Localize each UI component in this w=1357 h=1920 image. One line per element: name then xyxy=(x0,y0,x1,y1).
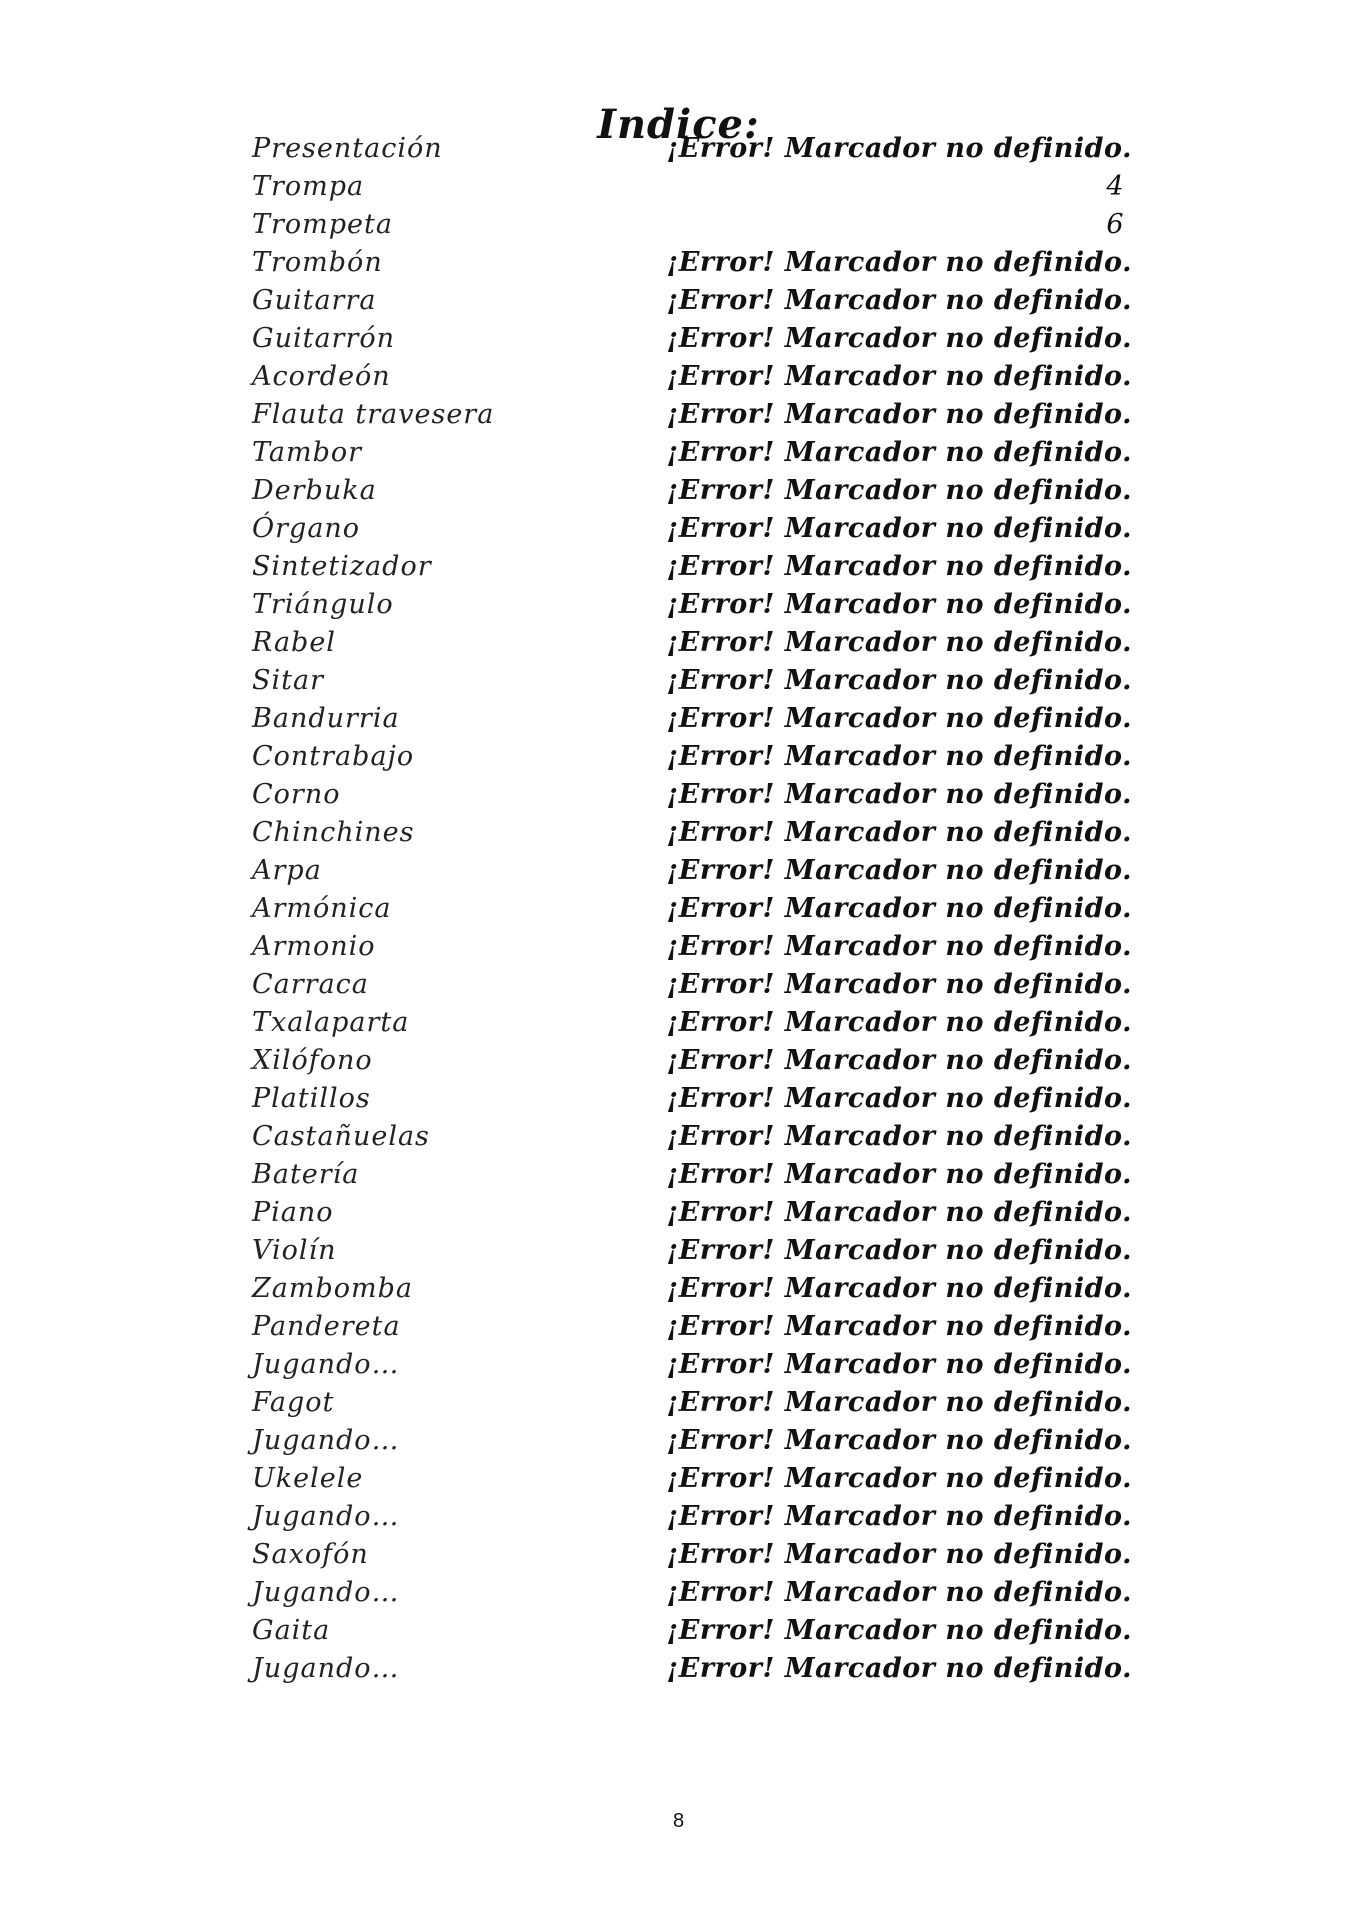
toc-entry-title: Fagot xyxy=(252,1387,335,1418)
toc-entry-title: Batería xyxy=(252,1159,360,1190)
toc-entry-page: ¡Error! Marcador no definido. xyxy=(666,855,1132,886)
toc-entry[interactable] xyxy=(252,852,1132,890)
toc-entry[interactable] xyxy=(252,434,1132,472)
toc-entry-title: Jugando… xyxy=(252,1425,400,1456)
toc-entry[interactable] xyxy=(252,890,1132,928)
toc-entry-page: ¡Error! Marcador no definido. xyxy=(666,817,1132,848)
toc-entry-title: Bandurria xyxy=(252,703,400,734)
toc-entry-page: ¡Error! Marcador no definido. xyxy=(666,399,1132,430)
toc-entry-page: ¡Error! Marcador no definido. xyxy=(666,1463,1132,1494)
toc-entry-title: Armonio xyxy=(252,931,376,962)
toc-entry-title: Txalaparta xyxy=(252,1007,410,1038)
page-title: Indice: xyxy=(597,100,760,148)
toc-entry-page: ¡Error! Marcador no definido. xyxy=(666,247,1132,278)
toc-entry-page: ¡Error! Marcador no definido. xyxy=(666,1273,1132,1304)
toc-entry-page: ¡Error! Marcador no definido. xyxy=(666,1197,1132,1228)
toc-entry[interactable] xyxy=(252,206,1132,244)
toc-entry-page: ¡Error! Marcador no definido. xyxy=(666,513,1132,544)
toc-entry-title: Gaita xyxy=(252,1615,331,1646)
toc-entry[interactable] xyxy=(252,244,1132,282)
toc-entry-page: ¡Error! Marcador no definido. xyxy=(666,1235,1132,1266)
toc-entry-title: Flauta travesera xyxy=(252,399,495,430)
toc-entry[interactable] xyxy=(252,1422,1132,1460)
toc-entry-title: Acordeón xyxy=(252,361,391,392)
toc-entry-page: ¡Error! Marcador no definido. xyxy=(666,1539,1132,1570)
toc-entry-title: Sitar xyxy=(252,665,324,696)
toc-entry-title: Trombón xyxy=(252,247,383,278)
toc-entry-page: ¡Error! Marcador no definido. xyxy=(666,361,1132,392)
toc-entry-title: Triángulo xyxy=(252,589,394,620)
toc-entry[interactable] xyxy=(252,1384,1132,1422)
toc-entry[interactable] xyxy=(252,396,1132,434)
toc-entry[interactable] xyxy=(252,1498,1132,1536)
toc-entry[interactable] xyxy=(252,700,1132,738)
toc-entry-page: ¡Error! Marcador no definido. xyxy=(666,703,1132,734)
toc-entry-page: ¡Error! Marcador no definido. xyxy=(666,551,1132,582)
toc-entry-page: ¡Error! Marcador no definido. xyxy=(666,779,1132,810)
toc-entry-title: Derbuka xyxy=(252,475,377,506)
toc-entry[interactable] xyxy=(252,1612,1132,1650)
toc-entry-page: ¡Error! Marcador no definido. xyxy=(666,1159,1132,1190)
toc-entry-title: Violín xyxy=(252,1235,337,1266)
toc-entry[interactable] xyxy=(252,1118,1132,1156)
toc-entry[interactable] xyxy=(252,320,1132,358)
toc-entry[interactable] xyxy=(252,662,1132,700)
toc-entry-page: ¡Error! Marcador no definido. xyxy=(666,741,1132,772)
toc-entry[interactable] xyxy=(252,738,1132,776)
toc-entry-title: Jugando… xyxy=(252,1501,400,1532)
toc-entry-title: Tambor xyxy=(252,437,363,468)
page-number: 8 xyxy=(672,1810,685,1832)
toc-entry-title: Ukelele xyxy=(252,1463,364,1494)
toc-entry-title: Guitarrón xyxy=(252,323,395,354)
toc-entry[interactable] xyxy=(252,1308,1132,1346)
toc-entry-title: Jugando… xyxy=(252,1577,400,1608)
toc-entry[interactable] xyxy=(252,1346,1132,1384)
toc-entry[interactable] xyxy=(252,776,1132,814)
toc-entry-page: ¡Error! Marcador no definido. xyxy=(666,1501,1132,1532)
toc-entry-title: Saxofón xyxy=(252,1539,369,1570)
toc-entry-page: ¡Error! Marcador no definido. xyxy=(666,931,1132,962)
toc-entry-title: Chinchines xyxy=(252,817,415,848)
toc-entry-title: Platillos xyxy=(252,1083,371,1114)
toc-entry-title: Guitarra xyxy=(252,285,377,316)
toc-entry[interactable] xyxy=(252,548,1132,586)
toc-entry-title: Arpa xyxy=(252,855,322,886)
toc-entry[interactable] xyxy=(252,358,1132,396)
toc-entry-title: Carraca xyxy=(252,969,369,1000)
toc-entry-page: ¡Error! Marcador no definido. xyxy=(666,1007,1132,1038)
toc-entry-page: ¡Error! Marcador no definido. xyxy=(666,969,1132,1000)
toc-entry[interactable] xyxy=(252,1156,1132,1194)
toc-entry[interactable] xyxy=(252,1574,1132,1612)
toc-entry-page: ¡Error! Marcador no definido. xyxy=(666,285,1132,316)
toc-entry-page: ¡Error! Marcador no definido. xyxy=(666,665,1132,696)
toc-entry[interactable] xyxy=(252,1080,1132,1118)
toc-entry-title: Pandereta xyxy=(252,1311,401,1342)
toc-entry-title: Xilófono xyxy=(252,1045,373,1076)
toc-entry-page: ¡Error! Marcador no definido. xyxy=(666,893,1132,924)
toc-entry-page: ¡Error! Marcador no definido. xyxy=(666,437,1132,468)
toc-entry[interactable] xyxy=(252,624,1132,662)
toc-entry[interactable] xyxy=(252,1270,1132,1308)
toc-entry-title: Jugando… xyxy=(252,1653,400,1684)
toc-entry-page: ¡Error! Marcador no definido. xyxy=(666,589,1132,620)
toc-entry-title: Sintetizador xyxy=(252,551,432,582)
toc-entry-page: ¡Error! Marcador no definido. xyxy=(666,1425,1132,1456)
table-of-contents xyxy=(252,130,1132,1688)
toc-entry-page: ¡Error! Marcador no definido. xyxy=(666,133,1132,164)
toc-entry-title: Órgano xyxy=(252,513,361,544)
toc-entry[interactable] xyxy=(252,168,1132,206)
toc-entry[interactable] xyxy=(252,130,1132,168)
toc-entry-title: Castañuelas xyxy=(252,1121,430,1152)
toc-entry-title: Trompeta xyxy=(252,209,393,240)
toc-entry-page: ¡Error! Marcador no definido. xyxy=(666,323,1132,354)
toc-entry-title: Piano xyxy=(252,1197,334,1228)
toc-entry-title: Trompa xyxy=(252,171,365,202)
toc-entry[interactable] xyxy=(252,814,1132,852)
toc-entry[interactable] xyxy=(252,472,1132,510)
toc-entry[interactable] xyxy=(252,1194,1132,1232)
toc-entry-page: ¡Error! Marcador no definido. xyxy=(666,475,1132,506)
toc-entry[interactable] xyxy=(252,966,1132,1004)
toc-entry-title: Contrabajo xyxy=(252,741,415,772)
toc-entry[interactable] xyxy=(252,1536,1132,1574)
toc-entry[interactable] xyxy=(252,1650,1132,1688)
toc-entry-page: ¡Error! Marcador no definido. xyxy=(666,627,1132,658)
toc-entry-title: Rabel xyxy=(252,627,336,658)
toc-entry-page: ¡Error! Marcador no definido. xyxy=(666,1349,1132,1380)
toc-entry-page: ¡Error! Marcador no definido. xyxy=(666,1615,1132,1646)
toc-entry-title: Zambomba xyxy=(252,1273,413,1304)
toc-entry[interactable] xyxy=(252,510,1132,548)
toc-entry[interactable] xyxy=(252,1232,1132,1270)
toc-entry[interactable] xyxy=(252,1460,1132,1498)
toc-entry-page: ¡Error! Marcador no definido. xyxy=(666,1045,1132,1076)
toc-entry[interactable] xyxy=(252,928,1132,966)
toc-entry-page: ¡Error! Marcador no definido. xyxy=(666,1311,1132,1342)
toc-entry-title: Corno xyxy=(252,779,341,810)
toc-entry-page: ¡Error! Marcador no definido. xyxy=(666,1121,1132,1152)
toc-entry-title: Armónica xyxy=(252,893,392,924)
toc-entry[interactable] xyxy=(252,282,1132,320)
toc-entry[interactable] xyxy=(252,1042,1132,1080)
toc-entry-page: ¡Error! Marcador no definido. xyxy=(666,1083,1132,1114)
toc-entry-page: ¡Error! Marcador no definido. xyxy=(666,1577,1132,1608)
toc-entry-page: ¡Error! Marcador no definido. xyxy=(666,1653,1132,1684)
toc-entry-page: 6 xyxy=(1106,209,1124,240)
toc-entry-page: ¡Error! Marcador no definido. xyxy=(666,1387,1132,1418)
toc-entry-title: Jugando… xyxy=(252,1349,400,1380)
toc-entry[interactable] xyxy=(252,586,1132,624)
toc-entry-title: Presentación xyxy=(252,133,443,164)
toc-entry[interactable] xyxy=(252,1004,1132,1042)
toc-entry-page: 4 xyxy=(1106,171,1124,202)
